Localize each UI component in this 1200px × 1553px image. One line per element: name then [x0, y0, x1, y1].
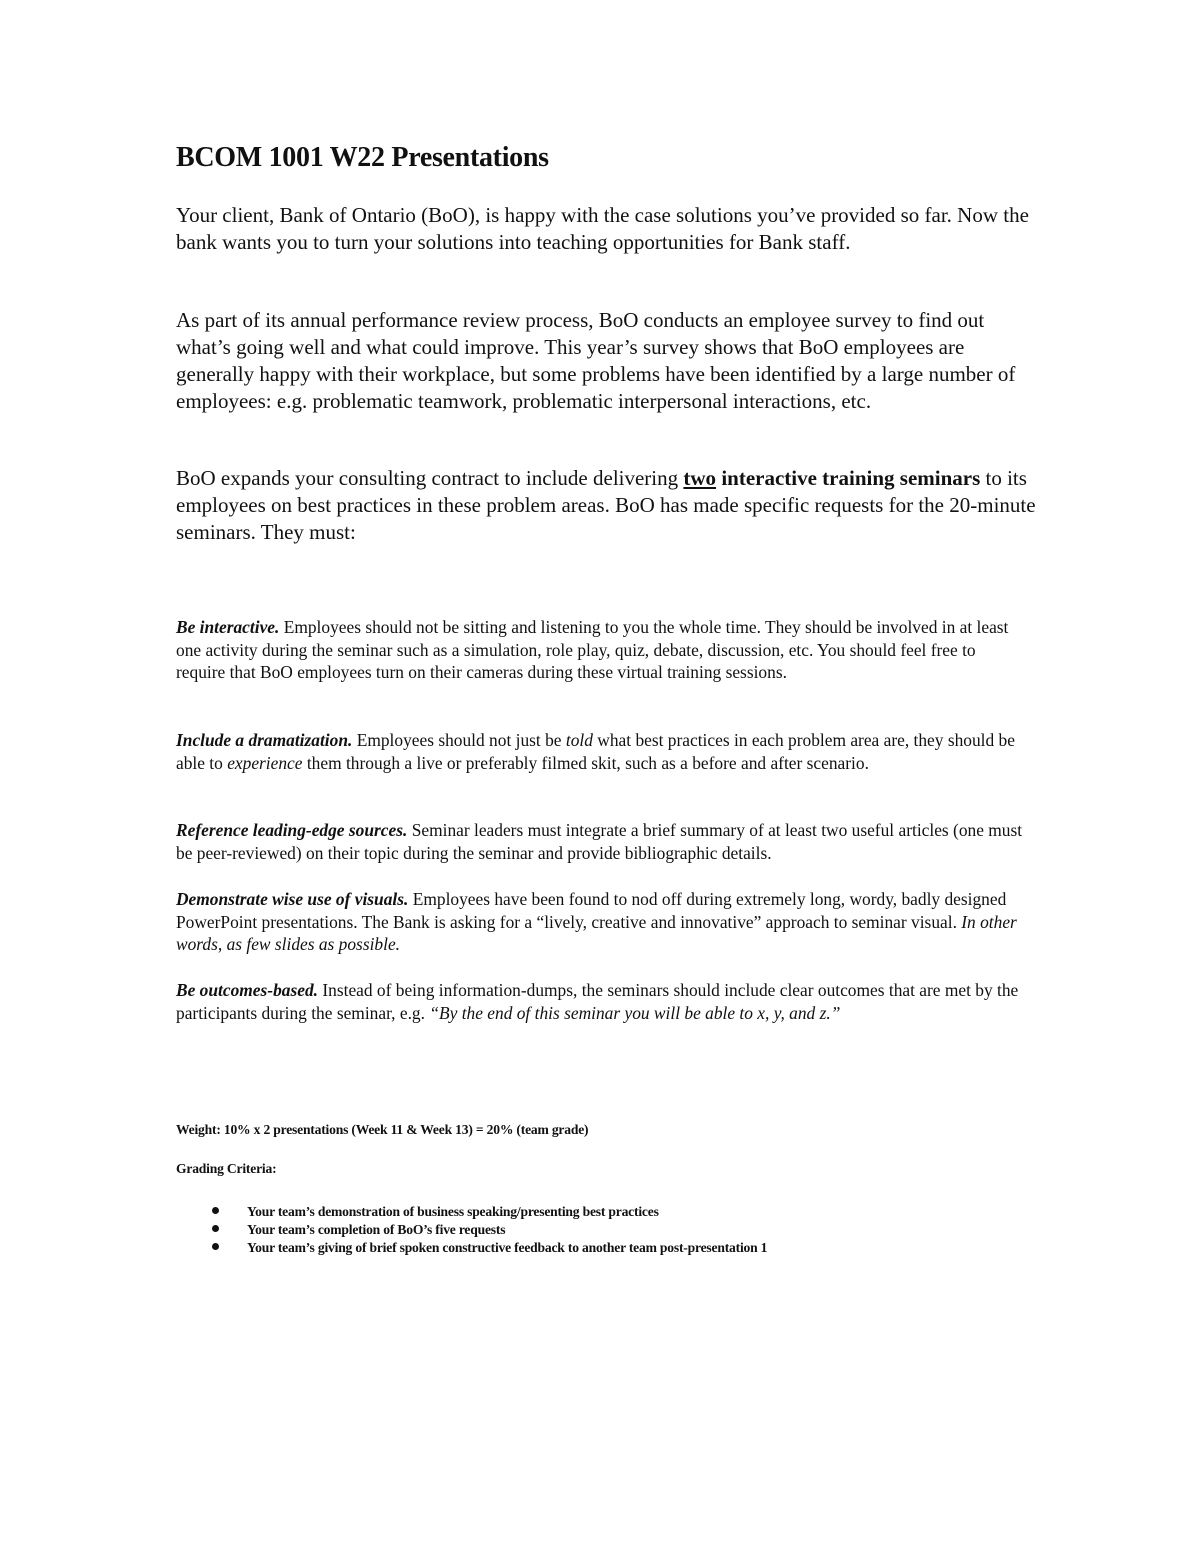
- request-italic-told: told: [565, 730, 593, 750]
- grading-criteria-label: Grading Criteria:: [176, 1161, 277, 1176]
- page-title: BCOM 1001 W22 Presentations: [176, 142, 549, 173]
- list-item: [176, 1221, 1056, 1239]
- request-text: Instead of being information-dumps, the seminars should include clear outcomes that are met by the participants during the seminar, e.g.: [176, 980, 1019, 1023]
- request-lead: Demonstrate wise use of visuals.: [176, 889, 409, 909]
- criteria-text: Your team’s completion of BoO’s five requests: [247, 1222, 506, 1237]
- contract-text-start: BoO expands your consulting contract to include delivering: [176, 466, 684, 490]
- request-lead: Include a dramatization.: [176, 730, 353, 750]
- bullet-icon: [212, 1225, 219, 1232]
- request-visuals: [176, 888, 1026, 956]
- list-item: [176, 1203, 1056, 1221]
- bullet-icon: [212, 1207, 219, 1214]
- list-item: [176, 1239, 1056, 1257]
- request-lead: Be outcomes-based.: [176, 980, 319, 1000]
- request-text: them through a live or preferably filmed skit, such as a before and after scenario.: [302, 752, 869, 773]
- request-interactive: [176, 616, 1026, 684]
- criteria-text: Your team’s demonstration of business speaking/presenting best practices: [247, 1204, 659, 1219]
- emphasis-two: two: [683, 466, 717, 490]
- request-text: Employees have been found to nod off during extremely long, wordy, badly designed PowerPoint presentations. The Bank is asking for a “lively, creative and innovative” approach to seminar visual.: [176, 889, 1007, 932]
- request-italic-note: In other words, as few slides as possible.: [176, 911, 1017, 955]
- request-italic-quote: “By the end of this seminar you will be able to x, y, and z.”: [429, 1002, 841, 1023]
- emphasis-seminars: interactive training seminars: [716, 466, 981, 490]
- grading-criteria-list: [176, 1203, 1056, 1257]
- request-sources: [176, 819, 1026, 864]
- request-text: Employees should not just be: [352, 730, 566, 750]
- intro-paragraph-client: Your client, Bank of Ontario (BoO), is happy with the case solutions you’ve provided so far. Now the bank wants you to turn your solutions into teaching opportunities for Bank staff.: [176, 203, 1029, 254]
- contract-text-end: to its employees on best practices in these problem areas. BoO has made specific requests for the 20-minute seminars. They must:: [176, 466, 1036, 544]
- request-text: Seminar leaders must integrate a brief summary of at least two useful articles (one must be peer-reviewed) on their topic during the seminar and provide bibliographic details.: [176, 820, 1023, 863]
- bullet-icon: [212, 1243, 219, 1250]
- criteria-text: Your team’s giving of brief spoken constructive feedback to another team post-presentation 1: [247, 1240, 768, 1255]
- request-lead: Reference leading-edge sources.: [176, 820, 408, 840]
- request-italic-experience: experience: [227, 752, 303, 773]
- request-outcomes: [176, 979, 1026, 1024]
- request-dramatization: [176, 729, 1026, 774]
- weight-line: Weight: 10% x 2 presentations (Week 11 & Week 13) = 20% (team grade): [176, 1122, 589, 1137]
- request-text: what best practices in each problem area are, they should be able to: [176, 730, 1015, 773]
- intro-paragraph-contract: [176, 465, 1036, 546]
- request-lead: Be interactive.: [176, 617, 280, 637]
- request-text: Employees should not be sitting and listening to you the whole time. They should be involved in at least one activity during the seminar such as a simulation, role play, quiz, debate, discussion, etc. You should feel free to require that BoO employees turn on their cameras during these virtual training sessions.: [176, 617, 1009, 683]
- intro-paragraph-survey: As part of its annual performance review process, BoO conducts an employee survey to find out what’s going well and what could improve. This year’s survey shows that BoO employees are generally happy with their workplace, but some problems have been identified by a large number of employees: e.g. problematic teamwork, problematic interpersonal interactions, etc.: [176, 308, 1016, 413]
